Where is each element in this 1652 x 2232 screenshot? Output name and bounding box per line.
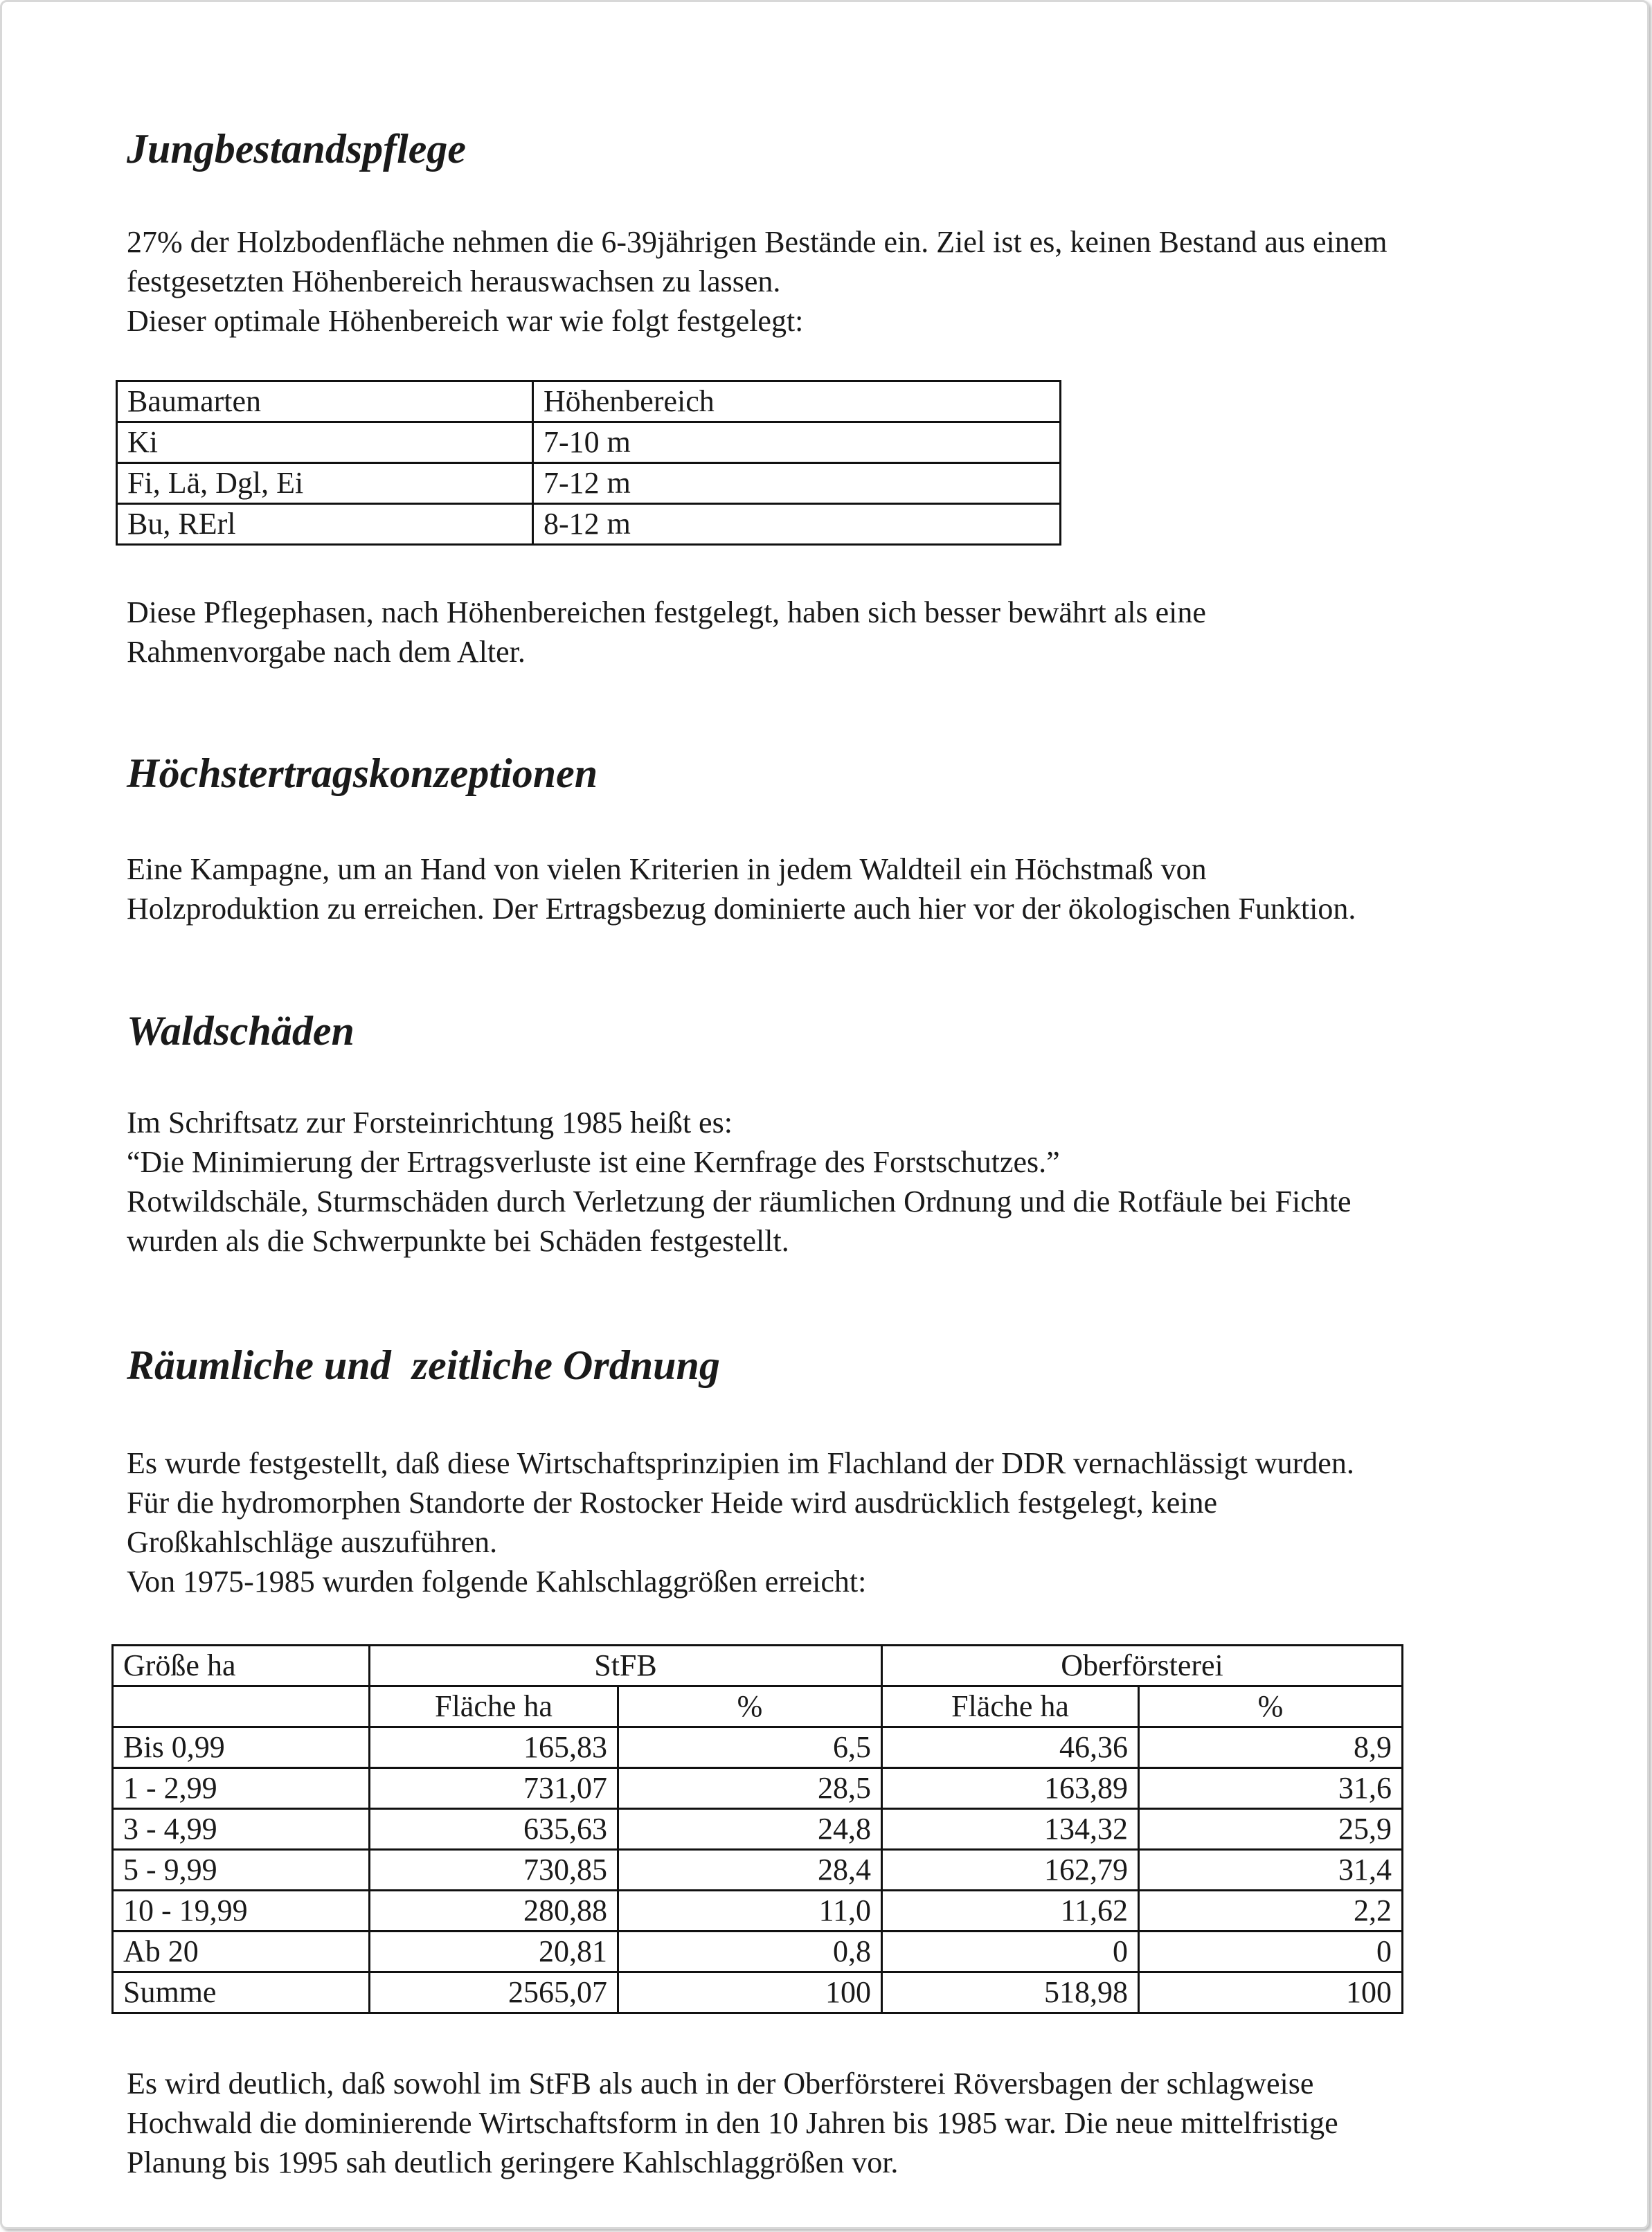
table-row (113, 1727, 1403, 1768)
cell-hoehe: 8-12 m (533, 504, 1061, 545)
text-line: Großkahlschläge auszuführen. (127, 1525, 498, 1559)
heading-jungbestandspflege: Jungbestandspflege (127, 126, 467, 172)
cell-of-flaeche: 134,32 (882, 1809, 1139, 1850)
table-row (117, 422, 1061, 463)
cell-groesse: 3 - 4,99 (113, 1809, 370, 1850)
heading-waldschaeden: Waldschäden (127, 1008, 354, 1054)
cell-stfb-flaeche: 165,83 (370, 1727, 618, 1768)
cell-baumart: Ki (117, 422, 533, 463)
heading-hoechstertragskonzeptionen: Höchstertragskonzeptionen (127, 750, 598, 796)
header-oberfoersterei-flaeche: Fläche ha (882, 1686, 1139, 1727)
header-baumarten: Baumarten (117, 381, 533, 422)
cell-of-prozent: 100 (1139, 1972, 1403, 2013)
table-row (117, 504, 1061, 545)
text-line: Diese Pflegephasen, nach Höhenbereichen festgelegt, haben sich besser bewährt als eine (127, 595, 1206, 629)
table-row-summe (113, 1972, 1403, 2013)
table-header-row (117, 381, 1061, 422)
paragraph-ordnung-intro (127, 1443, 1567, 1601)
cell-stfb-flaeche: 2565,07 (370, 1972, 618, 2013)
cell-stfb-prozent: 100 (618, 1972, 882, 2013)
header-oberfoersterei-prozent: % (1139, 1686, 1403, 1727)
table-row (113, 1850, 1403, 1891)
paragraph-jungbestand-intro (127, 222, 1567, 341)
header-stfb-prozent: % (618, 1686, 882, 1727)
cell-stfb-prozent: 11,0 (618, 1891, 882, 1932)
paragraph-jungbestand-outro (127, 593, 1567, 672)
table-row (113, 1891, 1403, 1932)
table-row (117, 463, 1061, 504)
text-line: Für die hydromorphen Standorte der Rostocker Heide wird ausdrücklich festgelegt, keine (127, 1486, 1217, 1520)
table-hoehenbereich (116, 380, 1061, 546)
cell-of-flaeche: 163,89 (882, 1768, 1139, 1809)
cell-groesse: Ab 20 (113, 1932, 370, 1972)
cell-groesse: 5 - 9,99 (113, 1850, 370, 1891)
heading-raeumliche-zeitliche-ordnung: Räumliche und zeitliche Ordnung (127, 1342, 720, 1388)
cell-stfb-prozent: 6,5 (618, 1727, 882, 1768)
text-line: Eine Kampagne, um an Hand von vielen Kriterien in jedem Waldteil ein Höchstmaß von (127, 852, 1207, 886)
table-row (113, 1768, 1403, 1809)
cell-stfb-prozent: 24,8 (618, 1809, 882, 1850)
text-line: Holzproduktion zu erreichen. Der Ertragsbezug dominierte auch hier vor der ökologischen Funktion. (127, 892, 1356, 926)
cell-of-flaeche: 46,36 (882, 1727, 1139, 1768)
table-group-header-row (113, 1646, 1403, 1686)
header-stfb-flaeche: Fläche ha (370, 1686, 618, 1727)
cell-stfb-flaeche: 635,63 (370, 1809, 618, 1850)
text-line: Dieser optimale Höhenbereich war wie folgt festgelegt: (127, 304, 804, 338)
text-line: festgesetzten Höhenbereich herauswachsen zu lassen. (127, 264, 781, 298)
paragraph-waldschaeden (127, 1103, 1567, 1261)
cell-baumart: Fi, Lä, Dgl, Ei (117, 463, 533, 504)
header-oberfoersterei: Oberförsterei (882, 1646, 1403, 1686)
cell-of-flaeche: 162,79 (882, 1850, 1139, 1891)
cell-stfb-flaeche: 731,07 (370, 1768, 618, 1809)
paragraph-ordnung-outro (127, 2064, 1567, 2182)
text-line: Rahmenvorgabe nach dem Alter. (127, 635, 526, 669)
text-line: Im Schriftsatz zur Forsteinrichtung 1985 heißt es: (127, 1106, 733, 1140)
cell-of-prozent: 25,9 (1139, 1809, 1403, 1850)
cell-groesse: 10 - 19,99 (113, 1891, 370, 1932)
table-row (113, 1809, 1403, 1850)
cell-of-prozent: 2,2 (1139, 1891, 1403, 1932)
text-line: Planung bis 1995 sah deutlich geringere Kahlschlaggrößen vor. (127, 2145, 899, 2179)
table-sub-header-row (113, 1686, 1403, 1727)
text-line: Von 1975-1985 wurden folgende Kahlschlaggrößen erreicht: (127, 1565, 867, 1599)
text-line: 27% der Holzbodenfläche nehmen die 6-39jährigen Bestände ein. Ziel ist es, keinen Bestand aus einem (127, 225, 1388, 259)
header-stfb: StFB (370, 1646, 882, 1686)
paragraph-hoechstertrag (127, 849, 1567, 928)
cell-groesse: Summe (113, 1972, 370, 2013)
cell-of-prozent: 31,6 (1139, 1768, 1403, 1809)
header-groesse: Größe ha (113, 1646, 370, 1686)
cell-stfb-prozent: 28,5 (618, 1768, 882, 1809)
cell-baumart: Bu, RErl (117, 504, 533, 545)
text-line: “Die Minimierung der Ertragsverluste ist eine Kernfrage des Forstschutzes.” (127, 1145, 1060, 1179)
cell-of-prozent: 8,9 (1139, 1727, 1403, 1768)
text-line: wurden als die Schwerpunkte bei Schäden festgestellt. (127, 1224, 789, 1258)
cell-groesse: 1 - 2,99 (113, 1768, 370, 1809)
cell-groesse: Bis 0,99 (113, 1727, 370, 1768)
cell-stfb-flaeche: 20,81 (370, 1932, 618, 1972)
cell-of-flaeche: 0 (882, 1932, 1139, 1972)
cell-of-prozent: 0 (1139, 1932, 1403, 1972)
text-line: Rotwildschäle, Sturmschäden durch Verletzung der räumlichen Ordnung und die Rotfäule bei Fichte (127, 1185, 1352, 1218)
text-line: Hochwald die dominierende Wirtschaftsform in den 10 Jahren bis 1985 war. Die neue mittelfristige (127, 2106, 1338, 2140)
cell-of-prozent: 31,4 (1139, 1850, 1403, 1891)
text-line: Es wurde festgestellt, daß diese Wirtschaftsprinzipien im Flachland der DDR vernachlässigt wurden. (127, 1446, 1354, 1480)
table-kahlschlaggroessen (111, 1644, 1403, 2014)
cell-stfb-flaeche: 280,88 (370, 1891, 618, 1932)
cell-hoehe: 7-12 m (533, 463, 1061, 504)
cell-of-flaeche: 11,62 (882, 1891, 1139, 1932)
text-line: Es wird deutlich, daß sowohl im StFB als auch in der Oberförsterei Röversbagen der schlagweise (127, 2067, 1314, 2100)
cell-stfb-prozent: 28,4 (618, 1850, 882, 1891)
cell-of-flaeche: 518,98 (882, 1972, 1139, 2013)
header-hoehenbereich: Höhenbereich (533, 381, 1061, 422)
cell-stfb-prozent: 0,8 (618, 1932, 882, 1972)
cell-hoehe: 7-10 m (533, 422, 1061, 463)
table-row (113, 1932, 1403, 1972)
header-empty (113, 1686, 370, 1727)
cell-stfb-flaeche: 730,85 (370, 1850, 618, 1891)
